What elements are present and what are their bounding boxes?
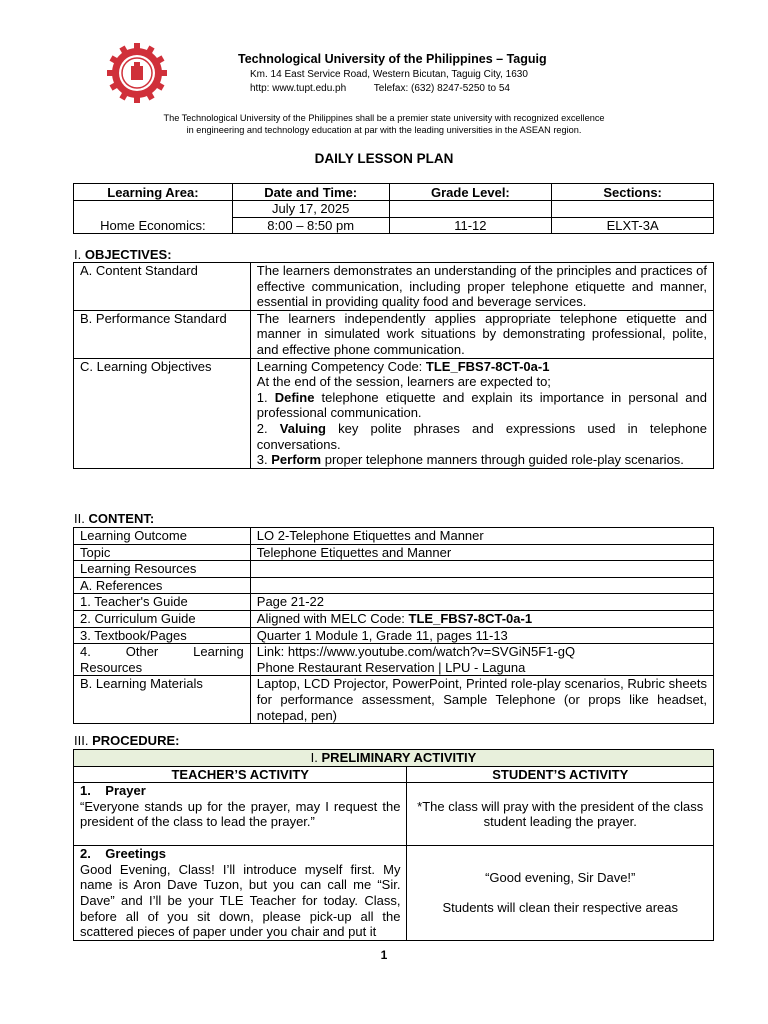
university-contact xyxy=(250,83,510,94)
header-learning-area: Learning Area: xyxy=(74,184,233,201)
document-title: DAILY LESSON PLAN xyxy=(314,151,454,166)
time-value: 8:00 – 8:50 pm xyxy=(232,217,389,234)
curriculum-guide-value: Aligned with MELC Code: TLE_FBS7-8CT-0a-1 xyxy=(250,610,713,627)
procedure-table xyxy=(73,749,714,941)
other-resources-label: 4. Other Learning Resources xyxy=(74,644,251,676)
content-heading: II. CONTENT: xyxy=(74,511,155,526)
learning-materials-value: Laptop, LCD Projector, PowerPoint, Printed role-play scenarios, Rubric sheets for performance assessment, Sample Telephone (or props like headset, notepad, pen) xyxy=(250,676,713,724)
learning-objectives-label: C. Learning Objectives xyxy=(74,358,251,468)
greetings-student: “Good evening, Sir Dave!” Students will clean their respective areas xyxy=(407,846,714,941)
content-table xyxy=(73,527,714,724)
textbook-value: Quarter 1 Module 1, Grade 11, pages 11-13 xyxy=(250,627,713,644)
university-address: Km. 14 East Service Road, Western Bicutan, Taguig City, 1630 xyxy=(250,69,528,80)
university-name: Technological University of the Philippines – Taguig xyxy=(238,52,547,66)
objectives-heading: I. OBJECTIVES: xyxy=(74,247,172,262)
curriculum-guide-label: 2. Curriculum Guide xyxy=(74,610,251,627)
other-resources-value: Link: https://www.youtube.com/watch?v=SVGiN5F1-gQ Phone Restaurant Reservation | LPU - Laguna xyxy=(250,644,713,676)
prayer-teacher: 1. Prayer “Everyone stands up for the prayer, may I request the president of the class to lead the prayer.” xyxy=(74,783,407,846)
learning-area-value: Home Economics: xyxy=(74,201,233,234)
topic-label: Topic xyxy=(74,544,251,561)
objectives-table xyxy=(73,262,714,469)
university-seal-icon xyxy=(106,42,168,104)
page-number: 1 xyxy=(380,948,388,962)
competency-code: TLE_FBS7-8CT-0a-1 xyxy=(425,358,550,374)
learning-outcome-label: Learning Outcome xyxy=(74,528,251,545)
learning-outcome-value: LO 2-Telephone Etiquettes and Manner xyxy=(250,528,713,545)
topic-value: Telephone Etiquettes and Manner xyxy=(250,544,713,561)
teacher-activity-header: TEACHER’S ACTIVITY xyxy=(74,766,407,783)
learning-resources-label: Learning Resources xyxy=(74,561,251,578)
header-sections: Sections: xyxy=(552,184,714,201)
teachers-guide-value: Page 21-22 xyxy=(250,594,713,611)
textbook-label: 3. Textbook/Pages xyxy=(74,627,251,644)
header-grade-level: Grade Level: xyxy=(389,184,552,201)
procedure-heading: III. PROCEDURE: xyxy=(74,733,180,748)
grade-level-value: 11-12 xyxy=(389,217,552,234)
youtube-link[interactable]: https://www.youtube.com/watch?v=SVGiN5F1-gQ xyxy=(287,644,576,660)
website: http: www.tupt.edu.ph xyxy=(250,83,347,94)
performance-standard-text: The learners independently applies appropriate telephone etiquette and manner in simulated work situations by demonstrating professional, polite, and effective phone communication. xyxy=(250,310,713,358)
prayer-student: *The class will pray with the president of the class student leading the prayer. xyxy=(407,783,714,846)
date-value: July 17, 2025 xyxy=(232,201,389,218)
learning-objectives-text: Learning Competency Code: TLE_FBS7-8CT-0a-1 At the end of the session, learners are expected to; 1. Define telephone etiquette and explain its importance in personal and professional communication. 2. Valuing key polite phrases and expressions used in telephone conversations. 3. Perform proper telephone manners through guided role-play scenarios. xyxy=(250,358,713,468)
learning-materials-label: B. Learning Materials xyxy=(74,676,251,724)
performance-standard-label: B. Performance Standard xyxy=(74,310,251,358)
greetings-teacher: 2. Greetings Good Evening, Class! I’ll introduce myself first. My name is Aron Dave Tuzon, but you can call me “Sir. Dave” and I’ll be your TLE Teacher for today. Class, before all of you sit down, please pick-up all the scattered pieces of paper under you chair and put it xyxy=(74,846,407,941)
video-title: Phone Restaurant Reservation | LPU - Laguna xyxy=(256,659,526,675)
section-value: ELXT-3A xyxy=(552,217,714,234)
teachers-guide-label: 1. Teacher's Guide xyxy=(74,594,251,611)
lesson-info-table xyxy=(73,183,714,234)
content-standard-label: A. Content Standard xyxy=(74,263,251,311)
header-date-time: Date and Time: xyxy=(232,184,389,201)
student-activity-header: STUDENT’S ACTIVITY xyxy=(407,766,714,783)
preliminary-activity-header: I. PRELIMINARY ACTIVITIY xyxy=(74,750,714,767)
vision-statement: The Technological University of the Philippines shall be a premier state university with recognized excellence in engineering and technology education at par with the leading universities in the ASEAN region. xyxy=(163,113,605,135)
content-standard-text: The learners demonstrates an understanding of the principles and practices of effective communication, including proper telephone etiquette and manner, essential in providing quality food and beverage services. xyxy=(250,263,713,311)
references-label: A. References xyxy=(74,577,251,594)
telefax: Telefax: (632) 8247-5250 to 54 xyxy=(373,83,510,94)
